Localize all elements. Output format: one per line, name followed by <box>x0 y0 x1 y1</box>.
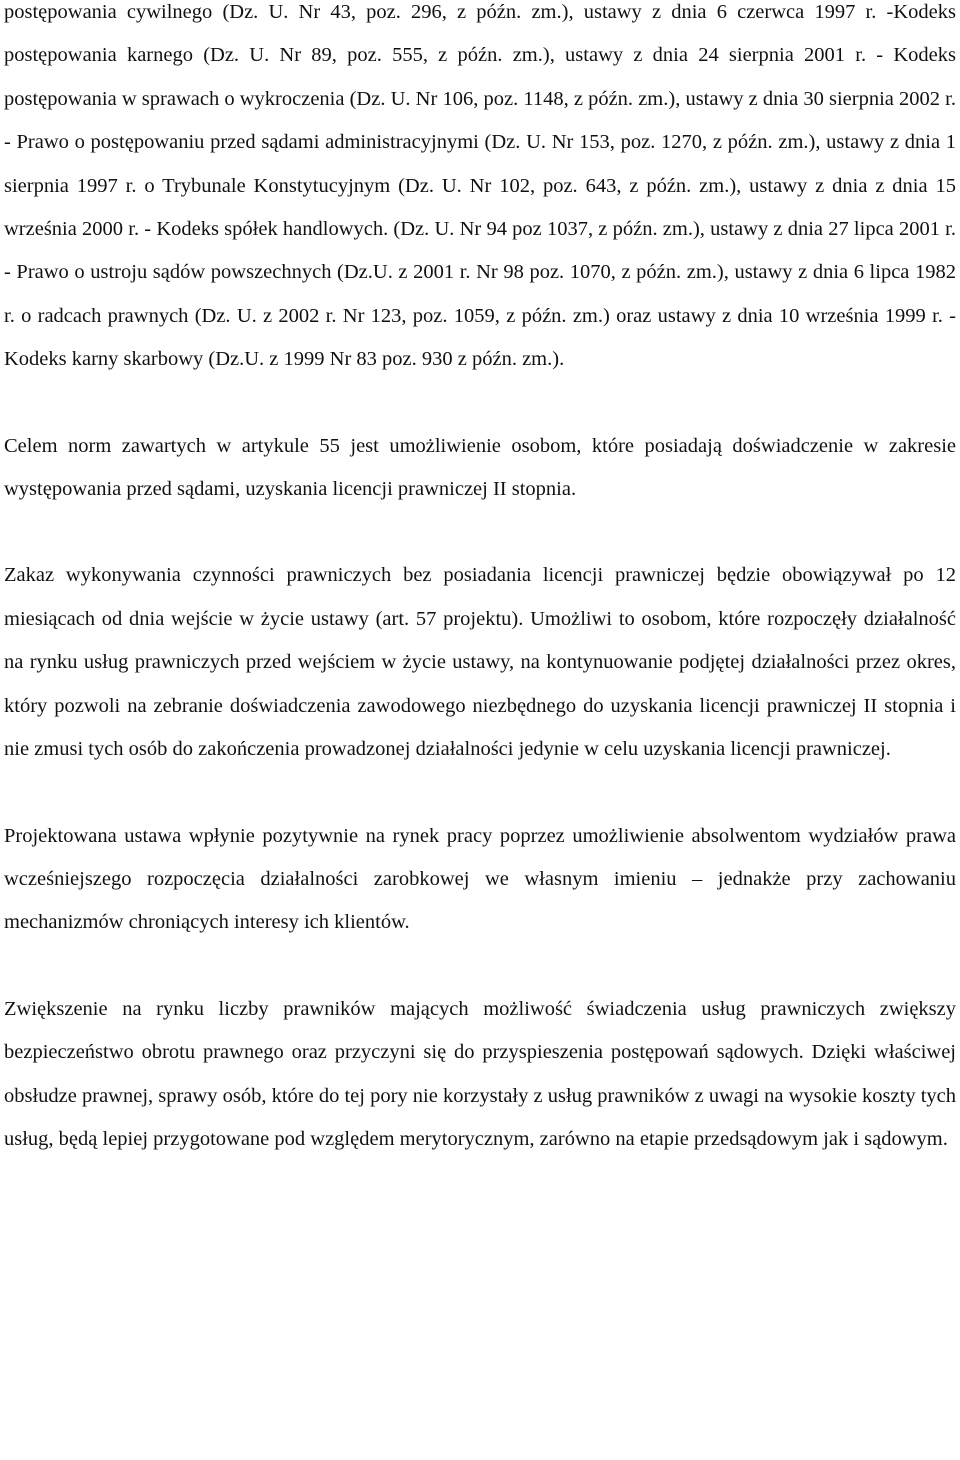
paragraph-license-ban: Zakaz wykonywania czynności prawniczych bez posiadania licencji prawniczej będzie obowiązywał po 12 miesiącach od dnia wejście w życie ustawy (art. 57 projektu). Umożliwi to osobom, które rozpoczęły działalność na rynku usług prawniczych przed wejściem w życie ustawy, na kontynuowanie podjętej działalności przez okres, który pozwoli na zebranie doświadczenia zawodowego niezbędnego do uzyskania licencji prawniczej II stopnia i nie zmusi tych osób do zakończenia prowadzonej działalności jedynie w celu uzyskania licencji prawniczej. <box>4 564 956 761</box>
paragraph-labor-market: Projektowana ustawa wpłynie pozytywnie na rynek pracy poprzez umożliwienie absolwentom wydziałów prawa wcześniejszego rozpoczęcia działalności zarobkowej we własnym imieniu – jednakże przy zachowaniu mechanizmów chroniących interesy ich klientów. <box>4 824 956 934</box>
paragraph-legal-references: postępowania cywilnego (Dz. U. Nr 43, poz. 296, z późn. zm.), ustawy z dnia 6 czerwca 1997 r. -Kodeks postępowania karnego (Dz. U. Nr 89, poz. 555, z późn. zm.), ustawy z dnia 24 sierpnia 2001 r. - Kodeks postępowania w sprawach o wykroczenia (Dz. U. Nr 106, poz. 1148, z późn. zm.), ustawy z dnia 30 sierpnia 2002 r. - Prawo o postępowaniu przed sądami administracyjnymi (Dz. U. Nr 153, poz. 1270, z późn. zm.), ustawy z dnia 1 sierpnia 1997 r. o Trybunale Konstytucyjnym (Dz. U. Nr 102, poz. 643, z późn. zm.), ustawy z dnia z dnia 15 września 2000 r. - Kodeks spółek handlowych. (Dz. U. Nr 94 poz 1037, z późn. zm.), ustawy z dnia 27 lipca 2001 r. - Prawo o ustroju sądów powszechnych (Dz.U. z 2001 r. Nr 98 poz. 1070, z późn. zm.), ustawy z dnia 6 lipca 1982 r. o radcach prawnych (Dz. U. z 2002 r. Nr 123, poz. 1059, z późn. zm.) oraz ustawy z dnia 10 września 1999 r. - Kodeks karny skarbowy (Dz.U. z 1999 Nr 83 poz. 930 z późn. zm.). <box>4 1 956 371</box>
paragraph-article-55-purpose: Celem norm zawartych w artykule 55 jest umożliwienie osobom, które posiadają doświadczenie w zakresie występowania przed sądami, uzyskania licencji prawniczej II stopnia. <box>4 434 956 501</box>
document-page <box>4 0 956 1161</box>
paragraph-legal-security: Zwiększenie na rynku liczby prawników mających możliwość świadczenia usług prawniczych zwiększy bezpieczeństwo obrotu prawnego oraz przyczyni się do przyspieszenia postępowań sądowych. Dzięki właściwej obsłudze prawnej, sprawy osób, które do tej pory nie korzystały z usług prawników z uwagi na wysokie koszty tych usług, będą lepiej przygotowane pod względem merytorycznym, zarówno na etapie przedsądowym jak i sądowym. <box>4 997 956 1150</box>
